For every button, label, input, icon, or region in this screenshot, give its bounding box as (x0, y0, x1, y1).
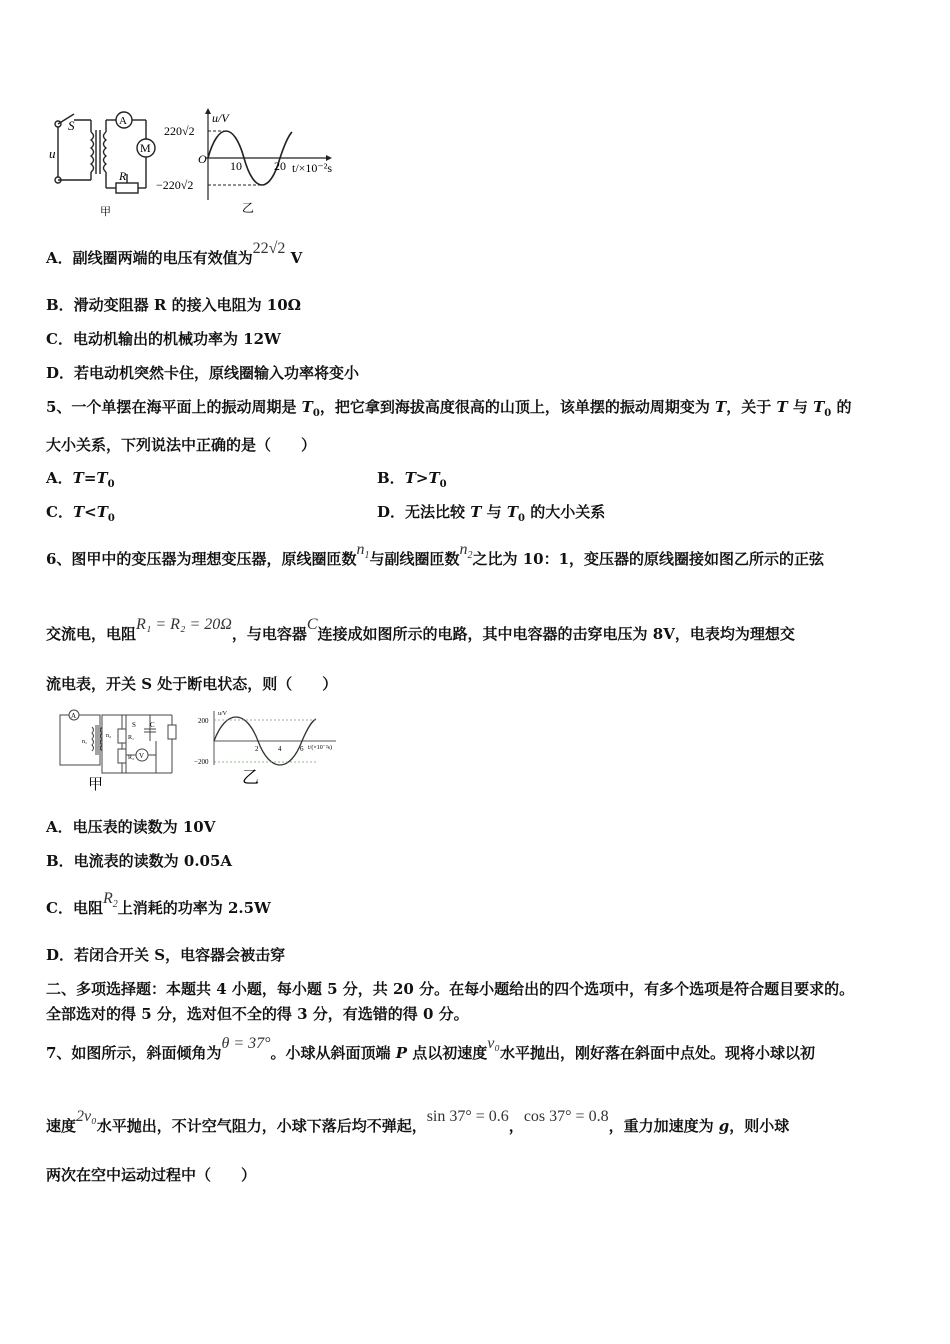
q6-option-d: D．若闭合开关 S，电容器会被击穿 (46, 946, 286, 964)
q6-y-bottom: −200 (194, 758, 209, 766)
y-top-label: 220√2 (164, 124, 195, 138)
q6-cap: C (150, 721, 155, 729)
q6-jia: 甲 (88, 777, 104, 793)
x-axis-label: t/×10⁻²s (292, 161, 333, 175)
ammeter-label: A (119, 115, 127, 127)
theta-math: θ = 37° (221, 1035, 271, 1052)
y-bottom-label: −220√2 (156, 178, 194, 192)
q6-option-a: A．电压表的读数为 10V (46, 818, 216, 836)
q6-t2: 2 (255, 745, 259, 753)
q6-stem-line2: 交流电，电阻R₁ = R₂ = 20Ω，与电容器C连接成如图所示的电路，其中电容器的击穿电压为 8V，电表均为理想交 (46, 616, 795, 643)
x-tick-20: 20 (274, 159, 286, 173)
q6-switch: S (132, 721, 136, 729)
q6-yi: 乙 (242, 768, 259, 787)
q6-n1: n₁ (82, 739, 88, 745)
q6-stem-line1: 6、图甲中的变压器为理想变压器，原线圈匝数$n_1$与副线圈匝数$n_2$之比为 10：1，变压器的原线圈接如图乙所示的正弦 (46, 541, 825, 568)
q6-y-top: 200 (198, 717, 209, 725)
q5-option-d: D．无法比较 T 与 $T_0$ 的大小关系 (377, 503, 606, 524)
n2-symbol: $n_2$ (459, 541, 473, 562)
q5-option-b: B．$T>T_0$ (377, 469, 447, 490)
q7-stem-line3: 两次在空中运动过程中（ ） (46, 1166, 257, 1184)
jia-label: 甲 (100, 206, 111, 218)
q7-stem-line2: 速度2v₀水平抛出，不计空气阻力，小球下落后均不弹起，sin 37° = 0.6，cos 37° = 0.8，重力加速度为 g，则小球 (46, 1108, 790, 1135)
top-figure (46, 100, 356, 220)
q4-option-a: A．副线圈两端的电压有效值为22√2 V (46, 240, 303, 267)
motor-label: M (140, 141, 151, 155)
r1-eq-r2-math: R₁ = R₂ = 20Ω (136, 616, 232, 633)
q4-a-math: 22√2 (252, 240, 286, 257)
q4-option-b: B．滑动变阻器 R 的接入电阻为 10Ω (46, 296, 302, 314)
r2-symbol: $R_2$ (102, 890, 118, 911)
q6-option-c: C．电阻$R_2$上消耗的功率为 2.5W (46, 890, 271, 917)
q4-option-d: D．若电动机突然卡住，原线圈输入功率将变小 (46, 364, 360, 382)
origin-label: O (198, 152, 207, 166)
q5-stem-line2: 大小关系，下列说法中正确的是（ ） (46, 436, 317, 454)
q6-t6: 6 (300, 745, 304, 753)
yi-label: 乙 (242, 201, 255, 215)
q6-voltmeter: V (139, 752, 145, 760)
q6-r1: R₁ (128, 735, 135, 741)
cos-math: cos 37° = 0.8 (523, 1108, 609, 1125)
q6-t4: 4 (278, 745, 282, 753)
q6-ammeter: A (71, 712, 77, 720)
q4-option-c: C．电动机输出的机械功率为 12W (46, 330, 281, 348)
q6-n2: n₂ (106, 733, 112, 739)
q5-option-c: C．$T<T_0$ (46, 503, 115, 524)
section2-line1: 二、多项选择题：本题共 4 小题，每小题 5 分，共 20 分。在每小题给出的四个选项中，有多个选项是符合题目要求的。 (46, 980, 855, 998)
q6-r2: R₂ (128, 755, 135, 761)
q6-x-axis: t/(×10⁻²s) (308, 745, 333, 751)
sin-math: sin 37° = 0.6 (426, 1108, 509, 1125)
q6-figure (46, 705, 346, 797)
2v0-math: 2v₀ (76, 1108, 97, 1125)
u-label: u (49, 146, 56, 161)
q6-stem-line3: 流电表，开关 S 处于断电状态，则（ ） (46, 675, 338, 693)
v0-math: v₀ (487, 1035, 500, 1052)
q6-waveform (214, 711, 336, 765)
y-axis-label: u/V (212, 111, 229, 125)
waveform-yi (156, 108, 332, 215)
section2-line2: 全部选对的得 5 分，选对但不全的得 3 分，有选错的得 0 分。 (46, 1005, 469, 1023)
n1-symbol: $n_1$ (356, 541, 370, 562)
q5-option-a: A．$T=T_0$ (46, 469, 115, 490)
capacitor-symbol: C (306, 616, 318, 633)
x-tick-10: 10 (230, 159, 242, 173)
q5-stem-line1: 5、一个单摆在海平面上的振动周期是 $T_0$，把它拿到海拔高度很高的山顶上，该单摆的振动周期变为 T，关于 T 与 $T_0$ 的 (46, 398, 852, 419)
resistor-label: R (119, 169, 127, 183)
q7-stem-line1: 7、如图所示，斜面倾角为θ = 37°。小球从斜面顶端 P 点以初速度v₀水平抛出，刚好落在斜面中点处。现将小球以初 (46, 1035, 815, 1062)
switch-label: S (68, 118, 75, 133)
q6-y-axis: u/V (218, 711, 227, 717)
q6-option-b: B．电流表的读数为 0.05A (46, 852, 233, 870)
